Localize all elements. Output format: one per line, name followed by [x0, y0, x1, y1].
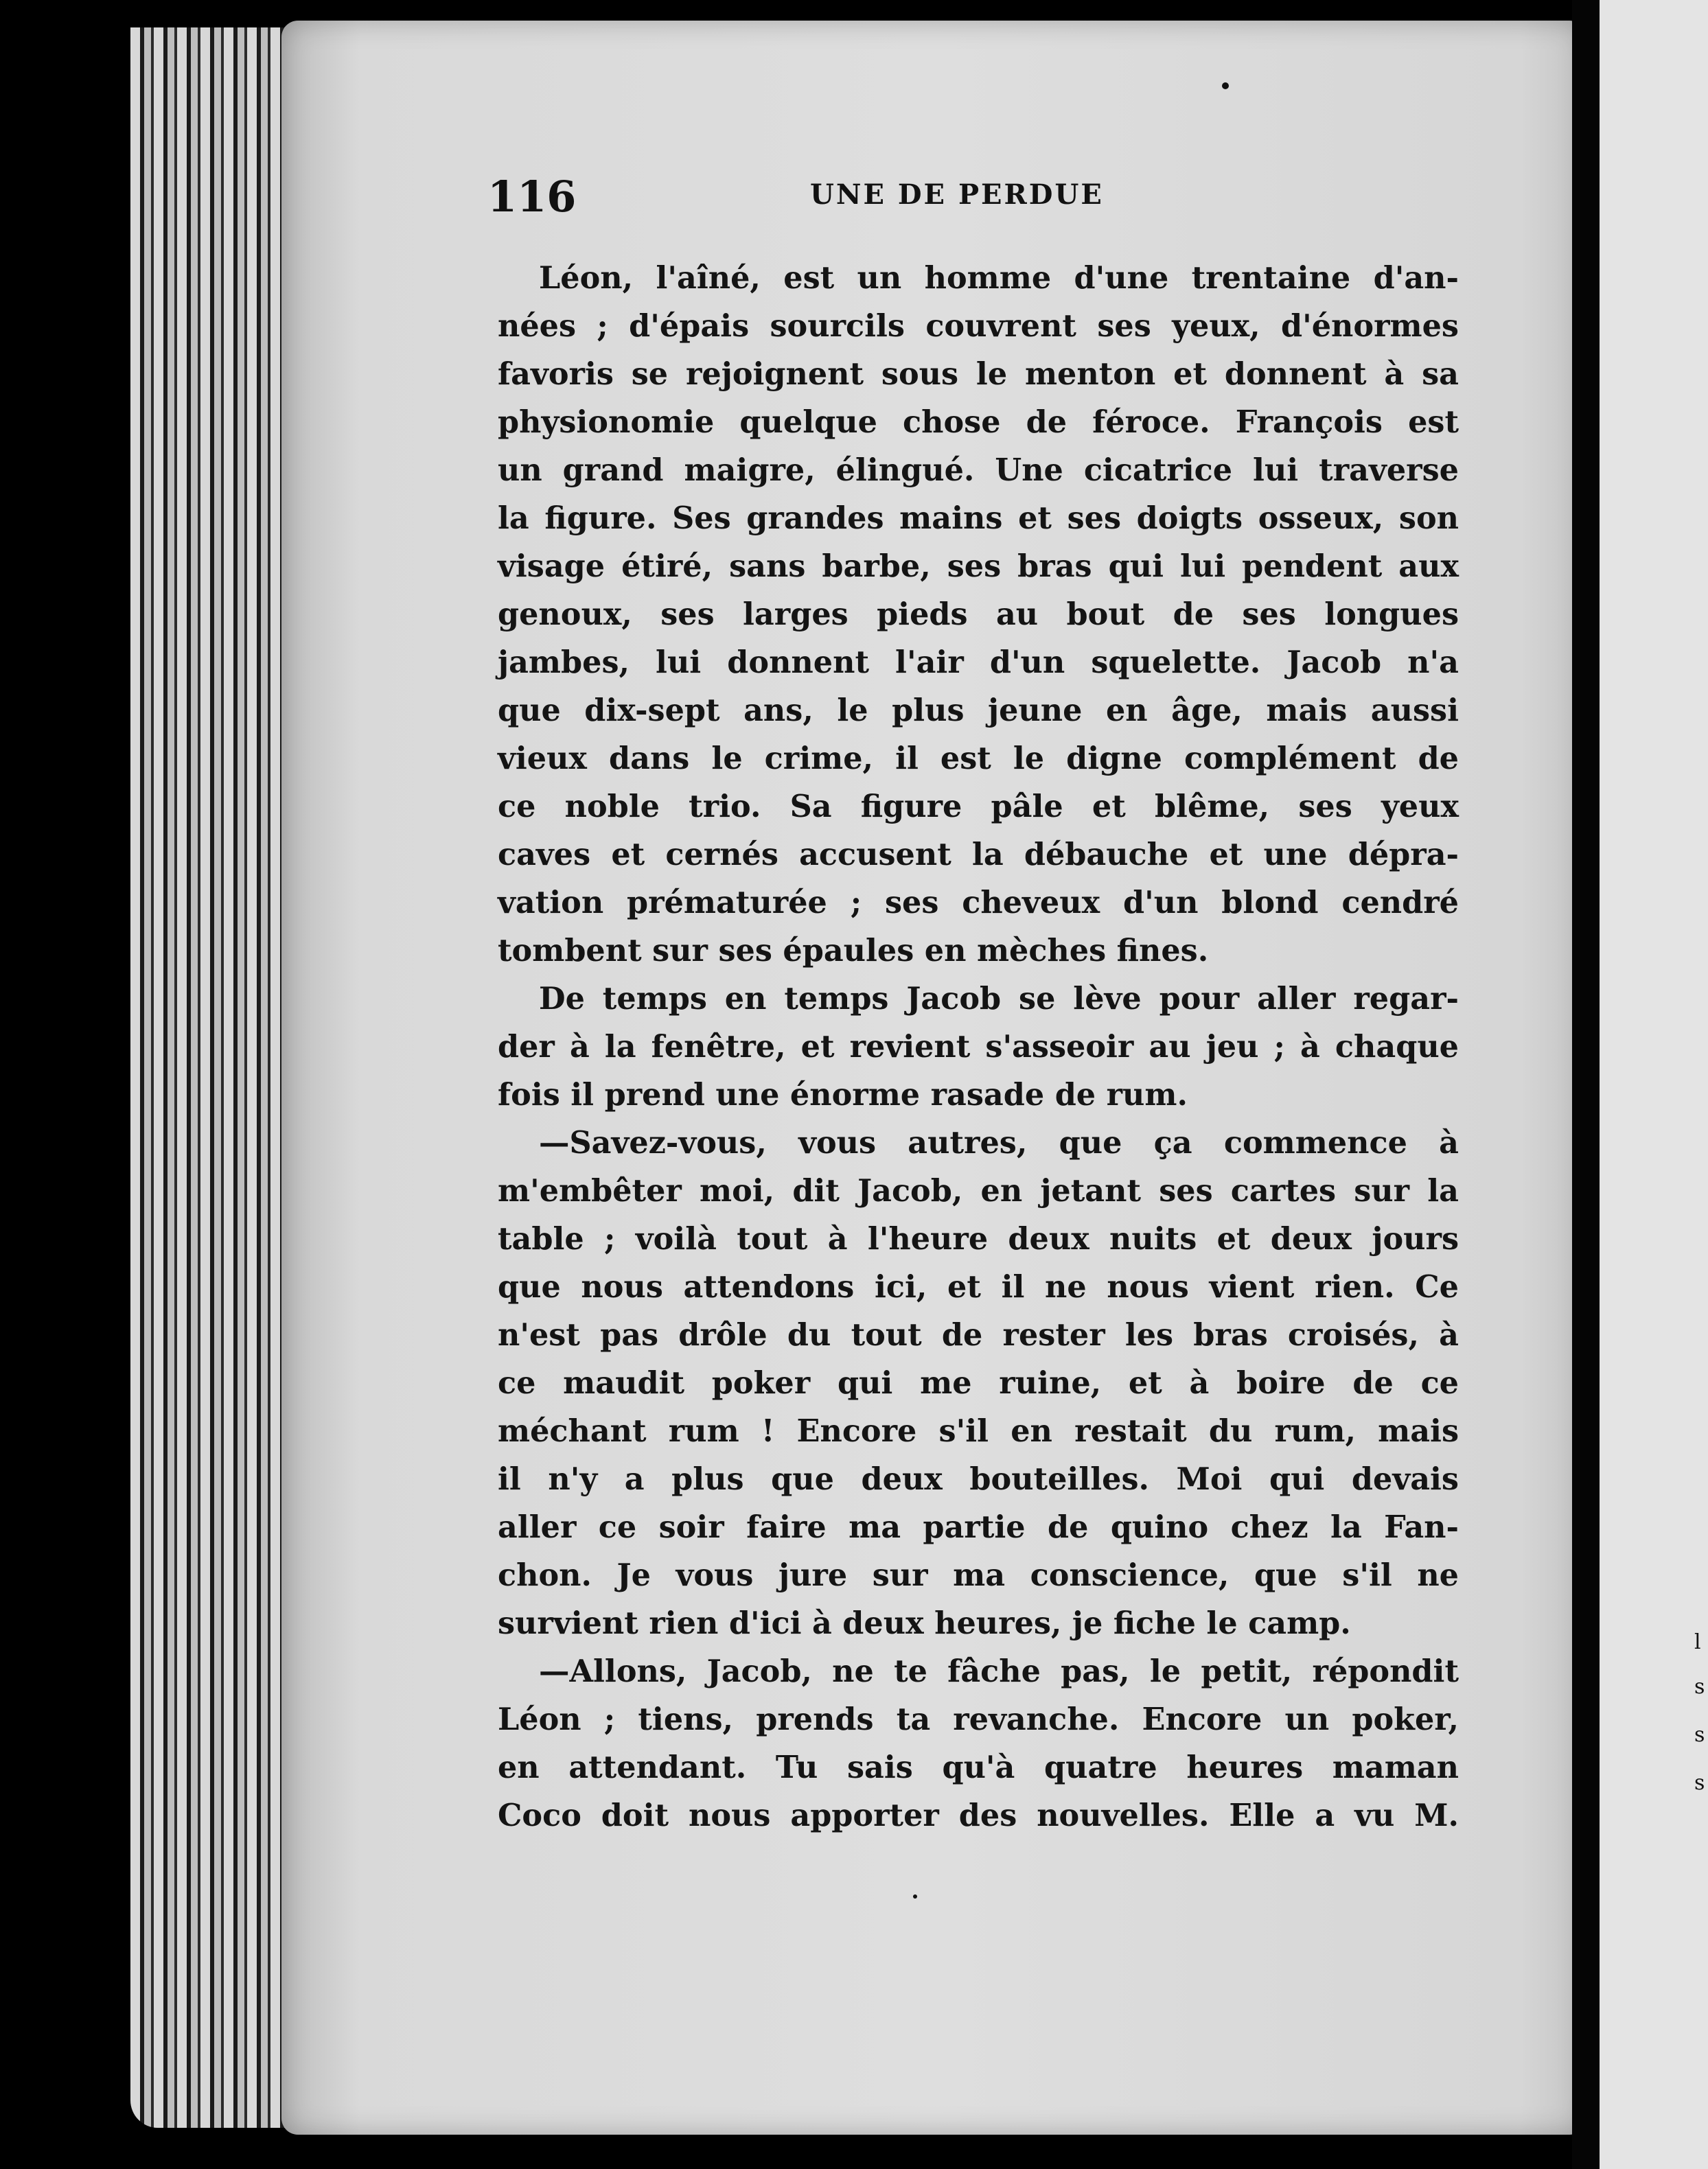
text-line: nées ; d'épais sourcils couvrent ses yeux, d'énormes [498, 308, 1459, 344]
text-line: —Savez-vous, vous autres, que ça commence à [539, 1125, 1459, 1161]
text-line: der à la fenêtre, et revient s'asseoir au jeu ; à chaque [498, 1029, 1459, 1065]
text-line: que nous attendons ici, et il ne nous vient rien. Ce [498, 1269, 1459, 1305]
book-title: UNE DE PERDUE [810, 178, 1104, 211]
text-line: n'est pas drôle du tout de rester les bras croisés, à [498, 1317, 1459, 1353]
facing-page-fragment: s [1694, 1771, 1705, 1795]
text-line: chon. Je vous jure sur ma conscience, que s'il ne [498, 1557, 1459, 1593]
text-line: un grand maigre, élingué. Une cicatrice lui traverse [498, 452, 1459, 488]
text-line: table ; voilà tout à l'heure deux nuits et deux jours [498, 1221, 1459, 1257]
ink-speck [913, 1894, 917, 1899]
text-line: De temps en temps Jacob se lève pour aller regar- [539, 981, 1459, 1017]
text-line: Coco doit nous apporter des nouvelles. Elle a vu M. [498, 1798, 1459, 1833]
facing-page-fragment: s [1694, 1675, 1705, 1699]
page-number: 116 [487, 172, 577, 222]
text-line: genoux, ses larges pieds au bout de ses longues [498, 596, 1459, 632]
text-line: tombent sur ses épaules en mèches fines. [498, 933, 1209, 968]
text-line: favoris se rejoignent sous le menton et donnent à sa [498, 356, 1459, 392]
text-line: visage étiré, sans barbe, ses bras qui lui pendent aux [498, 548, 1459, 584]
text-line: jambes, lui donnent l'air d'un squelette. Jacob n'a [498, 645, 1459, 680]
facing-page-fragment: s [1694, 1723, 1705, 1747]
facing-page [1600, 0, 1708, 2169]
text-line: physionomie quelque chose de féroce. François est [498, 404, 1459, 440]
text-line: il n'y a plus que deux bouteilles. Moi qui devais [498, 1461, 1459, 1497]
facing-page-fragment: l [1694, 1630, 1701, 1654]
text-line: ce maudit poker qui me ruine, et à boire de ce [498, 1365, 1459, 1401]
text-line: fois il prend une énorme rasade de rum. [498, 1077, 1188, 1113]
text-line: la figure. Ses grandes mains et ses doigts osseux, son [498, 500, 1459, 536]
running-head [487, 172, 1462, 233]
gutter-shadow [1572, 0, 1603, 2169]
text-line: m'embêter moi, dit Jacob, en jetant ses cartes sur la [498, 1173, 1459, 1209]
text-line: Léon, l'aîné, est un homme d'une trentaine d'an- [539, 260, 1459, 296]
text-line: Léon ; tiens, prends ta revanche. Encore un poker, [498, 1702, 1459, 1737]
text-line: caves et cernés accusent la débauche et une dépra- [498, 837, 1459, 872]
text-line: aller ce soir faire ma partie de quino chez la Fan- [498, 1509, 1459, 1545]
text-line: vation prématurée ; ses cheveux d'un blond cendré [498, 885, 1459, 920]
page-edges [130, 27, 288, 2128]
text-line: —Allons, Jacob, ne te fâche pas, le petit, répondit [539, 1654, 1459, 1689]
text-line: que dix-sept ans, le plus jeune en âge, mais aussi [498, 693, 1459, 728]
text-line: survient rien d'ici à deux heures, je fiche le camp. [498, 1605, 1351, 1641]
text-line: vieux dans le crime, il est le digne complément de [498, 741, 1459, 776]
text-line: ce noble trio. Sa figure pâle et blême, ses yeux [498, 789, 1459, 824]
text-line: en attendant. Tu sais qu'à quatre heures maman [498, 1750, 1459, 1785]
text-line: méchant rum ! Encore s'il en restait du rum, mais [498, 1413, 1459, 1449]
body-text [498, 254, 1459, 1840]
ink-speck [1222, 82, 1229, 89]
